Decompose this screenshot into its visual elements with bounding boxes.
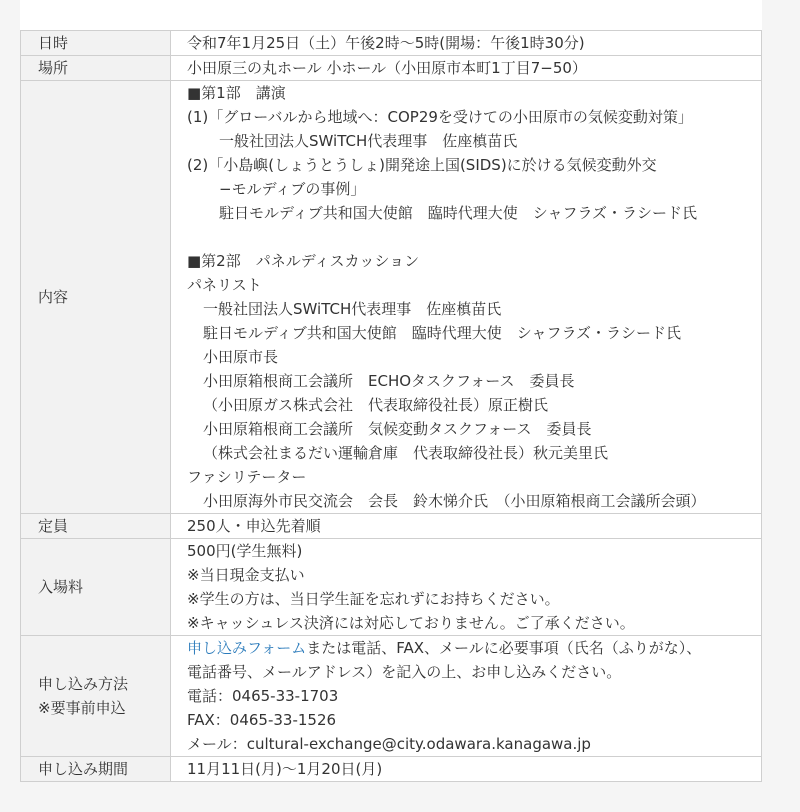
period-value: 11月11日(月)〜1月20日(月) [187,760,383,778]
content-line: （株式会社まるだい運輸倉庫 代表取締役社長）秋元美里氏 [203,444,609,462]
application-form-link[interactable]: 申し込みフォーム [187,639,307,657]
row-value [171,56,762,81]
apply-label: 申し込み方法 [38,675,129,693]
content-line: 小田原海外市民交流会 会長 鈴木悌介氏 （小田原箱根商工会議所会頭） [203,492,706,510]
content-line: ■第1部 講演 [187,84,286,102]
apply-line [187,636,753,660]
table-row-apply [21,636,762,757]
content-line: （小田原ガス株式会社 代表取締役社長）原正樹氏 [203,396,549,414]
table-row-datetime [21,31,762,56]
content-line: 小田原箱根商工会議所 ECHOタスクフォース 委員長 [203,372,575,390]
row-label: 場所 [21,56,171,81]
content-line: パネリスト [187,276,262,294]
fee-line: ※学生の方は、当日学生証を忘れずにお持ちください。 [187,590,560,608]
table-row-content [21,81,762,514]
table-row-period [21,757,762,782]
content-line: 駐日モルディブ共和国大使館 臨時代理大使 シャフラズ・ラシード氏 [219,204,698,222]
content-line: (1)「グローバルから地域へ：COP29を受けての小田原市の気候変動対策」 [187,108,693,126]
fee-line: ※当日現金支払い [187,566,305,584]
row-label: 入場料 [21,539,171,636]
table-row-capacity [21,514,762,539]
apply-email: メール：cultural-exchange@city.odawara.kanagawa.jp [187,735,591,753]
content-line: (2)「小島嶼(しょうとうしょ)開発途上国(SIDS)に於ける気候変動外交 [187,156,657,174]
apply-fax: FAX：0465-33-1526 [187,711,337,729]
table-row-venue [21,56,762,81]
content-line: 駐日モルディブ共和国大使館 臨時代理大使 シャフラズ・ラシード氏 [203,324,682,342]
fee-line: 500円(学生無料) [187,542,303,560]
fee-line: ※キャッシュレス決済には対応しておりません。ご了承ください。 [187,614,635,632]
row-label: 日時 [21,31,171,56]
row-value [171,514,762,539]
content-line: 一般社団法人SWiTCH代表理事 佐座槙苗氏 [203,300,502,318]
row-label: 内容 [21,81,171,514]
venue-value: 小田原三の丸ホール 小ホール（小田原市本町1丁目7−50） [187,59,587,77]
row-value [171,757,762,782]
content-line: 一般社団法人SWiTCH代表理事 佐座槙苗氏 [219,132,518,150]
capacity-value: 250人・申込先着順 [187,517,321,535]
content-line: −モルディブの事例」 [219,180,366,198]
content-line: 小田原市長 [203,348,279,366]
apply-phone: 電話：0465-33-1703 [187,687,339,705]
content-line: ■第2部 パネルディスカッション [187,252,420,270]
apply-label-note: ※要事前申込 [38,699,126,717]
apply-line: 電話番号、メールアドレス）を記入の上、お申し込みください。 [187,663,622,681]
row-value [171,81,762,514]
row-value [171,539,762,636]
row-label: 申し込み期間 [21,757,171,782]
row-label [21,636,171,757]
row-value [171,31,762,56]
content-line: ファシリテーター [187,468,307,486]
datetime-value: 令和7年1月25日（土）午後2時〜5時(開場：午後1時30分) [187,34,585,52]
row-label: 定員 [21,514,171,539]
apply-line-rest: または電話、FAX、メールに必要事項（氏名（ふりがな）、 [306,639,702,657]
row-value [171,636,762,757]
event-info-table [20,30,762,782]
content-line: 小田原箱根商工会議所 気候変動タスクフォース 委員長 [203,420,592,438]
table-row-fee [21,539,762,636]
content-spacer [187,225,753,249]
